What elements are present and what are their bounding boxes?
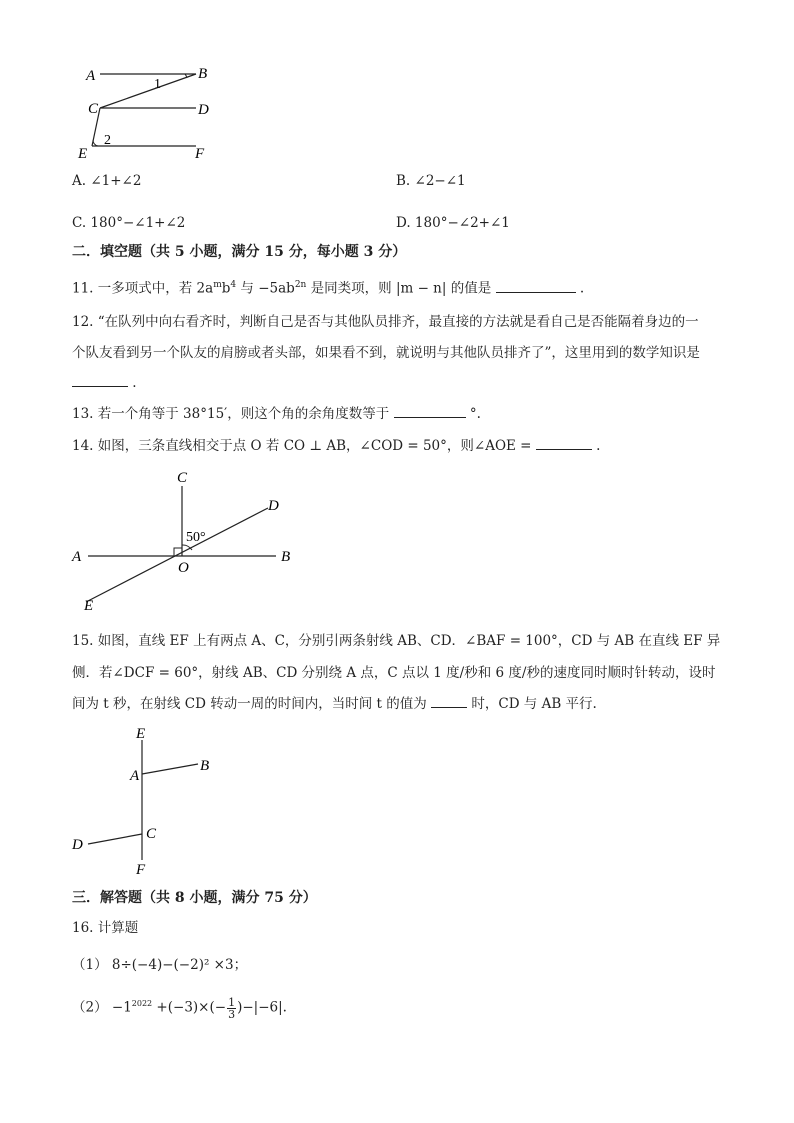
ray-ab [142, 764, 198, 774]
q12-text-end: . [132, 375, 137, 391]
question-15-line-2: 侧．若∠DCF = 60°，射线 AB、CD 分别绕 A 点，C 点以 1 度/秒和 6 度/秒的速度同时顺时针转动，设时 [72, 665, 716, 681]
section-3-heading: 三．解答题（共 8 小题，满分 75 分） [72, 890, 317, 906]
q14-text: 14. 如图，三条直线相交于点 O 若 CO ⊥ AB，∠COD = 50°，则∠AOE = [72, 438, 532, 454]
label-a: A [130, 768, 140, 784]
label-f: F [195, 146, 205, 162]
question-12-line-3 [72, 374, 137, 392]
label-o: O [178, 560, 189, 576]
answer-blank-13[interactable] [394, 405, 466, 418]
option-c[interactable]: C. 180°−∠1+∠2 [72, 215, 186, 231]
section-2-heading: 二．填空题（共 5 小题，满分 15 分，每小题 3 分） [72, 244, 407, 260]
question-16-part-1: （1） 8÷(−4)−(−2)² ×3； [72, 957, 248, 973]
q11-exp-4: 4 [230, 280, 237, 290]
q11-exp-2n: 2n [294, 280, 307, 290]
fraction-numerator: 1 [228, 995, 236, 1009]
label-d: D [198, 102, 209, 118]
label-a: A [86, 68, 96, 84]
q11-text-4: 是同类项，则 |m − n| 的值是 [306, 280, 492, 297]
question-14 [72, 437, 600, 455]
question-12-line-1: 12. “在队列中向右看齐时，判断自己是否与其他队员排齐，最直接的方法就是看自己是否能隔着身边的一 [72, 314, 699, 330]
question-15-line-3 [72, 695, 597, 713]
question-13 [72, 405, 481, 423]
q16-exp: 2022 [131, 999, 153, 1008]
question-11 [72, 276, 584, 298]
fraction-one-third [227, 997, 236, 1020]
label-d: D [72, 837, 83, 853]
label-angle-50: 50° [186, 530, 206, 545]
q11-text-3: 与 −5ab [236, 280, 295, 297]
label-a: A [72, 549, 82, 565]
label-e: E [136, 726, 146, 742]
answer-blank-15[interactable] [431, 695, 467, 708]
q11-text-2: b [221, 280, 231, 297]
q14-text-end: . [596, 438, 601, 454]
segment-bc [100, 74, 196, 108]
figure-parallel-lines [70, 58, 230, 166]
label-c: C [177, 470, 188, 486]
ray-cd [88, 834, 142, 844]
question-16-part-2 [72, 995, 287, 1020]
label-b: B [198, 66, 208, 82]
q11-text-1: 11. 一多项式中，若 2a [72, 280, 214, 297]
q16-text-1: （2） −1 [72, 999, 132, 1016]
label-b: B [281, 549, 291, 565]
label-e: E [84, 598, 94, 614]
fraction-denominator: 3 [228, 1007, 236, 1021]
question-12-line-2: 个队友看到另一个队友的肩膀或者头部，如果看不到，就说明与其他队员排齐了”，这里用到的数学知识是 [72, 345, 700, 361]
angle-2-arc [93, 140, 98, 146]
label-d: D [268, 498, 279, 514]
label-b: B [200, 758, 210, 774]
label-f: F [136, 862, 146, 878]
label-angle-1: 1 [154, 77, 161, 92]
question-15-line-1: 15. 如图，直线 EF 上有两点 A、C，分别引两条射线 AB、CD．∠BAF = 100°，CD 与 AB 在直线 EF 异 [72, 633, 721, 649]
q15-text: 间为 t 秒，在射线 CD 转动一周的时间内，当时间 t 的值为 [72, 696, 427, 712]
option-d[interactable]: D. 180°−∠2+∠1 [396, 215, 510, 231]
q11-exp-m: m [213, 280, 222, 290]
figure-intersecting-lines [68, 466, 300, 616]
label-c: C [146, 826, 157, 842]
answer-blank-12[interactable] [72, 374, 128, 387]
question-16-title: 16. 计算题 [72, 920, 139, 936]
label-angle-2: 2 [104, 133, 111, 148]
option-a[interactable]: A. ∠1+∠2 [72, 173, 142, 189]
q13-text: 13. 若一个角等于 38°15′，则这个角的余角度数等于 [72, 406, 390, 422]
q15-text-end: 时，CD 与 AB 平行. [471, 696, 597, 712]
line-de [86, 508, 268, 602]
option-b[interactable]: B. ∠2−∠1 [396, 173, 466, 189]
label-e: E [78, 146, 88, 162]
q13-text-end: °. [469, 406, 481, 422]
q11-text-5: . [579, 280, 585, 297]
q16-text-3: )−|−6|. [237, 999, 287, 1016]
answer-blank-14[interactable] [536, 437, 592, 450]
label-c: C [88, 101, 99, 117]
answer-blank-11[interactable] [496, 280, 576, 293]
q16-text-2: +(−3)×(− [152, 999, 227, 1016]
figure-rotating-rays [68, 726, 218, 878]
